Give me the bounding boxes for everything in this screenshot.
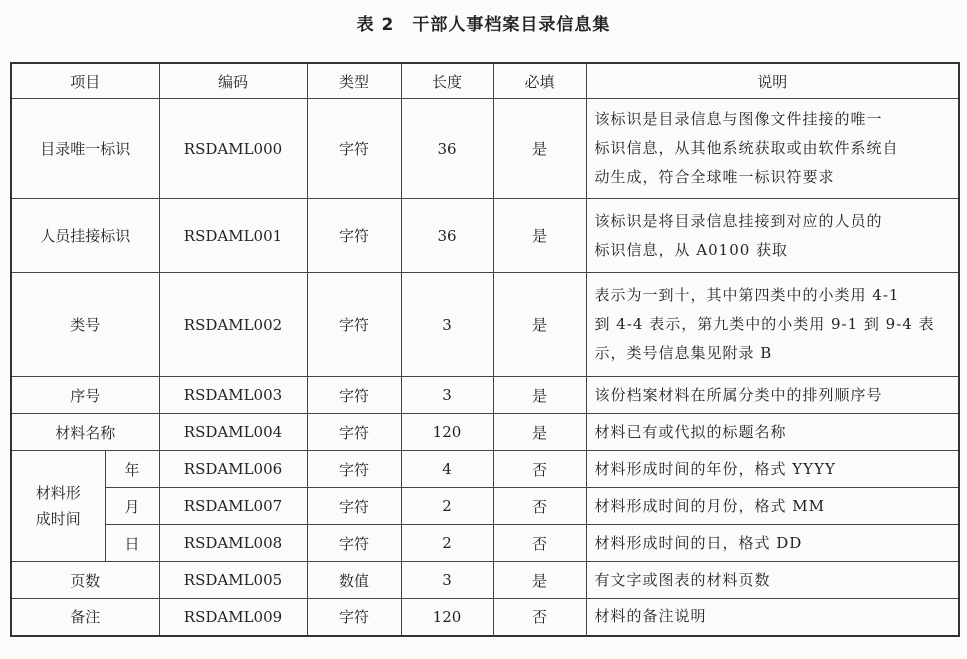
code-cell: RSDAML003 — [159, 377, 307, 414]
type-cell: 字符 — [307, 525, 401, 562]
length-cell: 36 — [401, 99, 493, 199]
item-cell: 备注 — [11, 599, 159, 636]
table-row — [11, 562, 959, 599]
description-cell — [586, 562, 959, 599]
type-cell: 字符 — [307, 414, 401, 451]
description-line: 示，类号信息集见附录 B — [594, 344, 773, 362]
length-cell: 120 — [401, 414, 493, 451]
description-line: 材料形成时间的月份，格式 MM — [594, 496, 825, 515]
description-cell — [586, 414, 959, 451]
description-cell — [586, 525, 959, 562]
table-row — [11, 199, 959, 273]
table-row — [11, 488, 959, 525]
description-line: 标识信息，从 A0100 获取 — [594, 240, 789, 259]
description-cell — [586, 377, 959, 414]
description-line: 该份档案材料在所属分类中的排列顺序号 — [594, 385, 883, 404]
sub-item-cell: 年 — [105, 451, 159, 488]
description-line: 材料的备注说明 — [594, 607, 707, 626]
length-cell: 4 — [401, 451, 493, 488]
required-cell: 是 — [493, 414, 586, 451]
table-row — [11, 99, 959, 199]
header-row — [11, 63, 959, 99]
length-cell: 2 — [401, 525, 493, 562]
description-line: 该标识是将目录信息挂接到对应的人员的 — [594, 211, 883, 230]
length-cell: 36 — [401, 199, 493, 273]
type-cell: 字符 — [307, 273, 401, 377]
code-cell: RSDAML006 — [159, 451, 307, 488]
required-cell: 是 — [493, 99, 586, 199]
type-cell: 数值 — [307, 562, 401, 599]
code-cell: RSDAML008 — [159, 525, 307, 562]
type-cell: 字符 — [307, 451, 401, 488]
description-line: 该标识是目录信息与图像文件挂接的唯一 — [594, 110, 883, 128]
description-line: 材料形成时间的年份，格式 YYYY — [594, 459, 836, 478]
time-group-label-line: 材料形 — [35, 484, 81, 502]
directory-info-table — [10, 62, 960, 637]
code-cell: RSDAML005 — [159, 562, 307, 599]
description-cell — [586, 273, 959, 377]
length-cell: 3 — [401, 377, 493, 414]
code-cell: RSDAML001 — [159, 199, 307, 273]
table-title: 表 2 干部人事档案目录信息集 — [356, 15, 611, 35]
column-header: 项目 — [11, 63, 159, 99]
item-cell: 材料名称 — [11, 414, 159, 451]
type-cell: 字符 — [307, 99, 401, 199]
item-cell: 目录唯一标识 — [11, 99, 159, 199]
required-cell: 否 — [493, 488, 586, 525]
type-cell: 字符 — [307, 199, 401, 273]
description-cell — [586, 451, 959, 488]
column-header: 说明 — [586, 63, 959, 99]
table-row — [11, 273, 959, 377]
code-cell: RSDAML009 — [159, 599, 307, 636]
column-header: 类型 — [307, 63, 401, 99]
table-row — [11, 599, 959, 636]
description-cell — [586, 599, 959, 636]
description-line: 动生成，符合全球唯一标识符要求 — [594, 168, 835, 186]
table-row — [11, 525, 959, 562]
item-cell: 人员挂接标识 — [11, 199, 159, 273]
item-cell: 页数 — [11, 562, 159, 599]
type-cell: 字符 — [307, 488, 401, 525]
description-line: 到 4-4 表示，第九类中的小类用 9-1 到 9-4 表 — [594, 315, 935, 333]
description-line: 表示为一到十，其中第四类中的小类用 4-1 — [594, 286, 900, 304]
column-header: 编码 — [159, 63, 307, 99]
item-cell: 类号 — [11, 273, 159, 377]
code-cell: RSDAML002 — [159, 273, 307, 377]
length-cell: 120 — [401, 599, 493, 636]
required-cell: 是 — [493, 562, 586, 599]
description-line: 材料形成时间的日，格式 DD — [594, 533, 803, 552]
code-cell: RSDAML004 — [159, 414, 307, 451]
type-cell: 字符 — [307, 599, 401, 636]
item-cell: 序号 — [11, 377, 159, 414]
column-header: 必填 — [493, 63, 586, 99]
description-line: 标识信息，从其他系统获取或由软件系统自 — [594, 139, 899, 157]
required-cell: 否 — [493, 525, 586, 562]
description-cell — [586, 488, 959, 525]
length-cell: 3 — [401, 273, 493, 377]
table-row — [11, 451, 959, 488]
required-cell: 是 — [493, 273, 586, 377]
description-cell — [586, 199, 959, 273]
required-cell: 否 — [493, 599, 586, 636]
length-cell: 2 — [401, 488, 493, 525]
length-cell: 3 — [401, 562, 493, 599]
description-line: 材料已有或代拟的标题名称 — [594, 422, 787, 441]
time-group-label-line: 成时间 — [35, 510, 81, 528]
sub-item-cell: 日 — [105, 525, 159, 562]
description-cell — [586, 99, 959, 199]
column-header: 长度 — [401, 63, 493, 99]
table-row — [11, 377, 959, 414]
code-cell: RSDAML000 — [159, 99, 307, 199]
code-cell: RSDAML007 — [159, 488, 307, 525]
table-row — [11, 414, 959, 451]
sub-item-cell: 月 — [105, 488, 159, 525]
required-cell: 是 — [493, 377, 586, 414]
required-cell: 否 — [493, 451, 586, 488]
required-cell: 是 — [493, 199, 586, 273]
time-group-label — [11, 451, 105, 562]
description-line: 有文字或图表的材料页数 — [594, 570, 771, 589]
type-cell: 字符 — [307, 377, 401, 414]
